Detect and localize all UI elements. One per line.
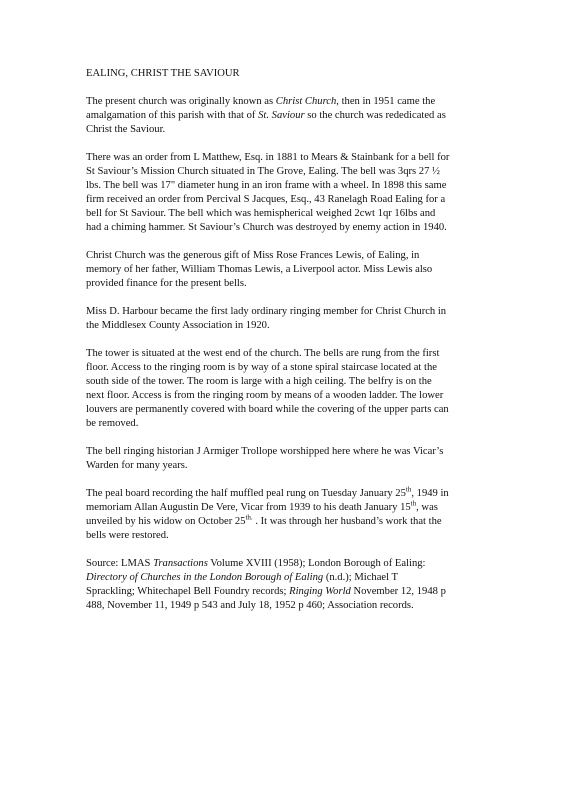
text-line: 488, November 11, 1949 p 543 and July 18, 1952 p 460; Association records. [86,600,414,611]
text-line: be removed. [86,418,139,429]
paragraph-bell-orders [86,151,506,235]
italic-text: Christ Church [275,96,337,107]
text-span: . It was through her husband’s work that the [252,516,442,527]
text-line: There was an order from L Matthew, Esq. in 1881 to Mears & Stainbank for a bell for [86,152,450,163]
paragraph-tower [86,347,506,431]
text-span: amalgamation of this parish with that of [86,110,259,121]
text-span: , was [416,502,438,513]
text-span: Volume XVIII (1958); London Borough of Ealing: [207,558,426,569]
text-line: Warden for many years. [86,460,188,471]
italic-text: Directory of Churches in the London Borough of Ealing [86,572,324,583]
text-span: The peal board recording the half muffled peal rung on Tuesday January 25 [86,488,406,499]
text-line: Christ Church was the generous gift of Miss Rose Frances Lewis, of Ealing, in [86,250,420,261]
paragraph-historian [86,445,506,473]
text-span: so the church was rededicated as [304,110,446,121]
text-line: The bell ringing historian J Armiger Trollope worshipped here where he was Vicar’s [86,446,444,457]
text-span: The present church was originally known as [86,96,276,107]
text-span: Sprackling; Whitechapel Bell Foundry records; [86,586,290,597]
text-line: had a chiming hammer. St Saviour’s Church was destroyed by enemy action in 1940. [86,222,447,233]
text-line: The tower is situated at the west end of the church. The bells are rung from the first [86,348,440,359]
document-title: EALING, CHRIST THE SAVIOUR [86,68,240,79]
text-span: Source: LMAS [86,558,154,569]
text-line [86,557,506,571]
text-line [86,515,506,529]
text-line: south side of the tower. The room is large with a high ceiling. The belfry is on the [86,376,432,387]
superscript: th. [245,513,253,522]
italic-text: Ringing World [289,586,351,597]
text-line: louvers are permanently covered with board while the covering of the upper parts can [86,404,449,415]
text-span: (n.d.); Michael T [323,572,398,583]
text-line: the Middlesex County Association in 1920. [86,320,270,331]
text-line [86,585,506,599]
text-line [86,501,506,515]
text-span: , then in 1951 came the [336,96,436,107]
text-line [86,487,506,501]
text-line: bells were restored. [86,530,169,541]
paragraph-lady-ringer [86,305,506,333]
superscript: th [410,499,417,508]
italic-text: St. Saviour [258,110,305,121]
text-line: next floor. Access is from the ringing room by means of a wooden ladder. The lower [86,390,444,401]
superscript: th [405,485,412,494]
text-span: November 12, 1948 p [350,586,446,597]
italic-text: Transactions [153,558,208,569]
text-line [86,95,506,109]
text-line: bell for St Saviour. The bell which was hemispherical weighed 2cwt 1qr 16lbs and [86,208,436,219]
text-span: unveiled by his widow on October 25 [86,516,246,527]
document-page [86,67,506,627]
paragraph-church-history [86,95,506,137]
text-line: firm received an order from Percival S Jacques, Esq., 43 Ranelagh Road Ealing for a [86,194,446,205]
paragraph-peal-board [86,487,506,543]
text-line: lbs. The bell was 17" diameter hung in an iron frame with a wheel. In 1898 this same [86,180,447,191]
text-line: Miss D. Harbour became the first lady ordinary ringing member for Christ Church in [86,306,447,317]
text-line: memory of her father, William Thomas Lewis, a Liverpool actor. Miss Lewis also [86,264,433,275]
text-line: provided finance for the present bells. [86,278,247,289]
paragraph-gift [86,249,506,291]
paragraph-sources [86,557,506,613]
text-line: Christ the Saviour. [86,124,166,135]
text-span: memoriam Allan Augustin De Vere, Vicar from 1939 to his death January 15 [86,502,411,513]
text-line: St Saviour’s Mission Church situated in The Grove, Ealing. The bell was 3qrs 27 ½ [86,166,440,177]
text-line [86,109,506,123]
text-line: floor. Access to the ringing room is by way of a stone spiral staircase located at the [86,362,437,373]
text-line [86,571,506,585]
text-span: , 1949 in [411,488,449,499]
